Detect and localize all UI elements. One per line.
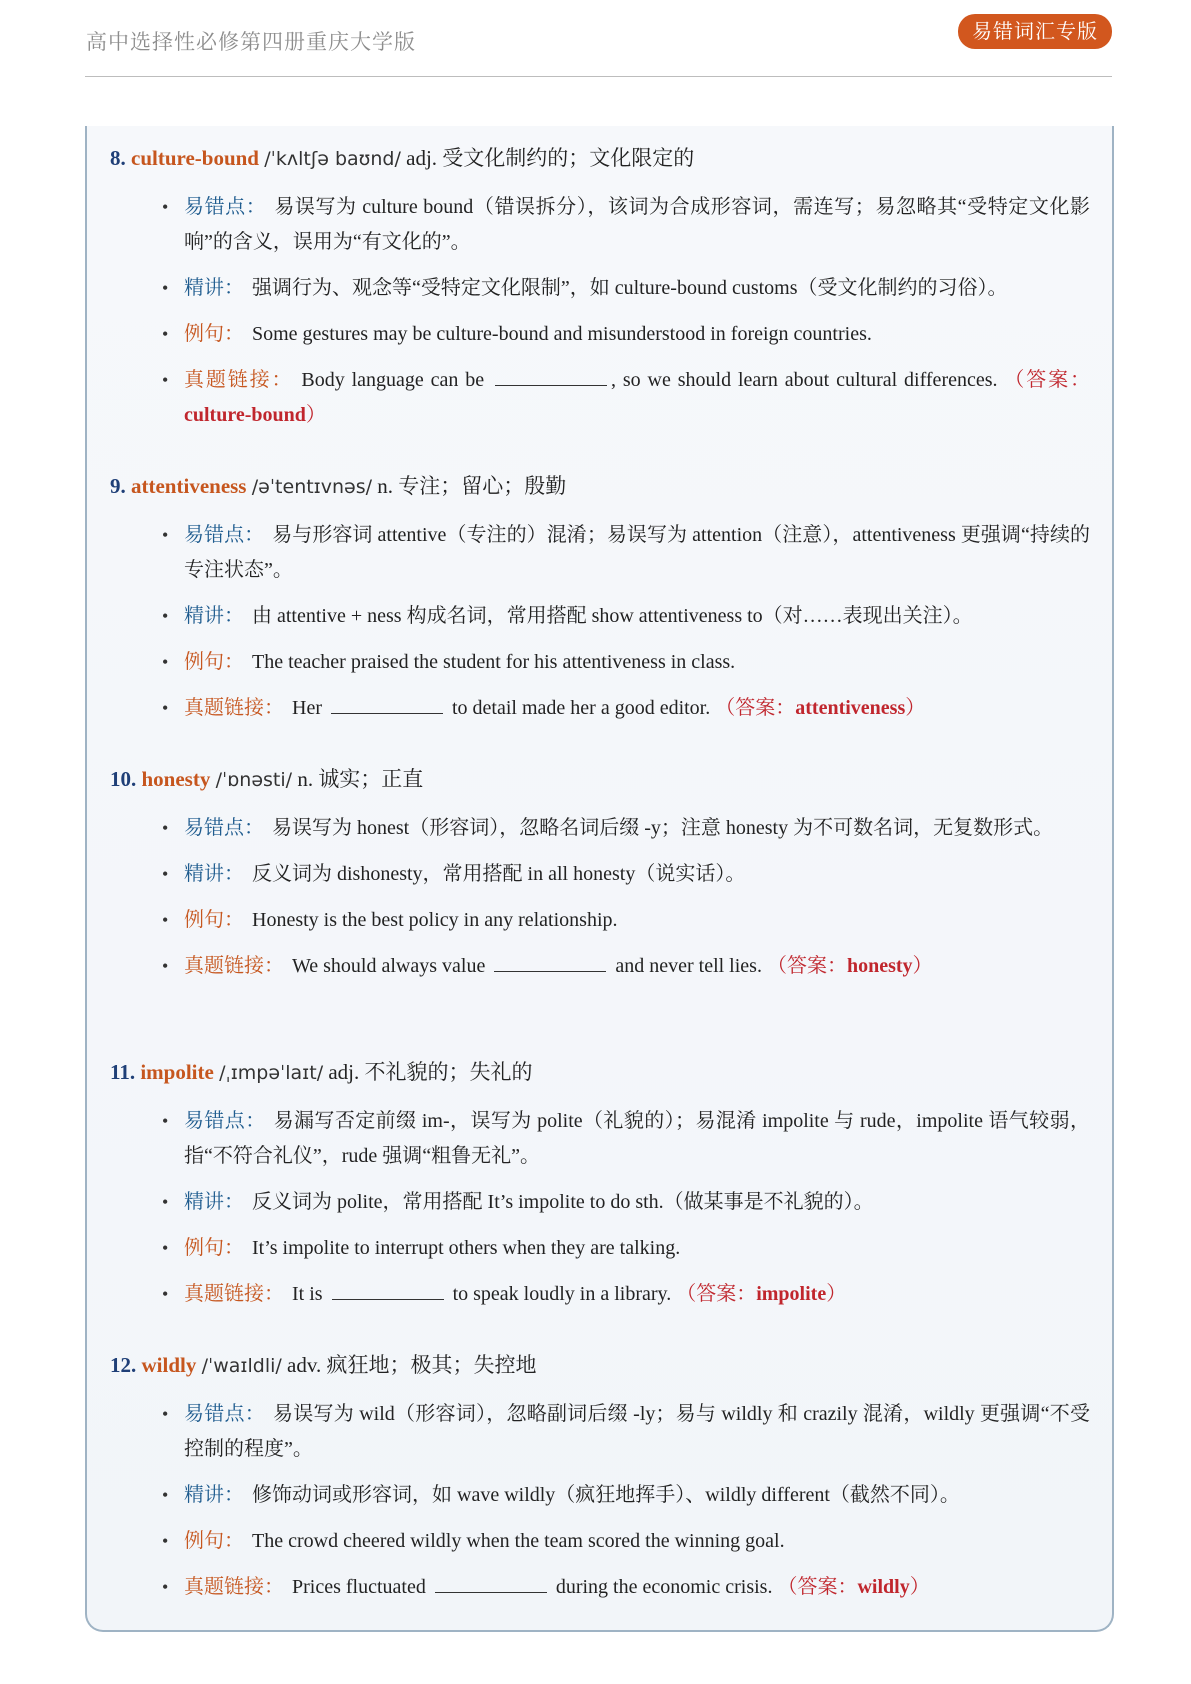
example-text: Honesty is the best policy in any relationship. bbox=[252, 909, 618, 931]
vocab-entry bbox=[110, 1349, 1090, 1616]
bullet-icon: • bbox=[162, 864, 169, 884]
mistake-point bbox=[110, 811, 1090, 846]
explain-label: 精讲： bbox=[184, 277, 244, 299]
example-sentence bbox=[110, 1524, 1090, 1559]
exam-link bbox=[110, 1570, 1090, 1605]
explain-text: 反义词为 polite，常用搭配 It’s impolite to do sth.（做某事是不礼貌的）。 bbox=[252, 1191, 874, 1213]
example-sentence bbox=[110, 645, 1090, 680]
bullet-icon: • bbox=[162, 698, 169, 718]
entry-word: wildly bbox=[141, 1353, 197, 1377]
bullet-icon: • bbox=[162, 1404, 169, 1424]
exam-link bbox=[110, 949, 1090, 984]
entry-heading bbox=[110, 142, 1090, 175]
entry-phonetic: /ˈwaɪldli/ bbox=[201, 1355, 282, 1377]
explain-text: 反义词为 dishonesty，常用搭配 in all honesty（说实话）。 bbox=[252, 863, 746, 885]
mistake-text: 易漏写否定前缀 im-，误写为 polite（礼貌的）；易混淆 impolite 与 rude，impolite 语气较弱，指“不符合礼仪”，rude 强调“粗鲁无礼”。 bbox=[184, 1110, 1090, 1167]
fill-blank bbox=[331, 691, 443, 714]
example-text: The crowd cheered wildly when the team scored the winning goal. bbox=[252, 1530, 785, 1552]
bullet-icon: • bbox=[162, 818, 169, 838]
entry-phonetic: /ˌɪmpəˈlaɪt/ bbox=[219, 1062, 324, 1084]
bullet-icon: • bbox=[162, 652, 169, 672]
exam-label: 真题链接： bbox=[184, 369, 294, 391]
exam-text-after: to speak loudly in a library. bbox=[452, 1283, 672, 1305]
bullet-icon: • bbox=[162, 606, 169, 626]
example-label: 例句： bbox=[184, 1530, 244, 1552]
bullet-icon: • bbox=[162, 1577, 169, 1597]
example-label: 例句： bbox=[184, 651, 244, 673]
entry-word: culture-bound bbox=[131, 146, 259, 170]
example-sentence bbox=[110, 1231, 1090, 1266]
exam-text-before: We should always value bbox=[292, 955, 486, 977]
mistake-label: 易错点： bbox=[184, 1110, 266, 1132]
bullet-icon: • bbox=[162, 910, 169, 930]
example-text: Some gestures may be culture-bound and misunderstood in foreign countries. bbox=[252, 323, 872, 345]
entry-items bbox=[110, 1104, 1090, 1312]
answer: （答案：impolite） bbox=[676, 1283, 847, 1305]
bullet-icon: • bbox=[162, 1284, 169, 1304]
mistake-label: 易错点： bbox=[184, 817, 264, 839]
explain-text: 强调行为、观念等“受特定文化限制”，如 culture-bound customs（受文化制约的习俗）。 bbox=[252, 277, 1008, 299]
exam-text-after: , so we should learn about cultural differences. bbox=[611, 369, 998, 391]
exam-label: 真题链接： bbox=[184, 1576, 284, 1598]
exam-text-after: to detail made her a good editor. bbox=[451, 697, 711, 719]
entry-number: 8. bbox=[110, 146, 126, 170]
entry-definition: adv. 疯狂地；极其；失控地 bbox=[287, 1353, 537, 1377]
exam-text-before: Prices fluctuated bbox=[292, 1576, 426, 1598]
bullet-icon: • bbox=[162, 1238, 169, 1258]
mistake-point bbox=[110, 190, 1090, 260]
entry-items bbox=[110, 1397, 1090, 1605]
exam-link bbox=[110, 363, 1090, 433]
exam-label: 真题链接： bbox=[184, 1283, 284, 1305]
entry-heading bbox=[110, 1056, 1090, 1089]
exam-text-before: It is bbox=[292, 1283, 323, 1305]
mistake-text: 易误写为 honest（形容词），忽略名词后缀 -y；注意 honesty 为不可数名词，无复数形式。 bbox=[272, 817, 1054, 839]
entry-items bbox=[110, 518, 1090, 726]
answer-word: attentiveness bbox=[795, 697, 906, 719]
answer: （答案：wildly） bbox=[777, 1576, 930, 1598]
mistake-text: 易误写为 culture bound（错误拆分），该词为合成形容词，需连写；易忽略其“受特定文化影响”的含义，误用为“有文化的”。 bbox=[184, 196, 1091, 253]
bullet-icon: • bbox=[162, 197, 169, 217]
explanation bbox=[110, 599, 1090, 634]
vocab-entry bbox=[110, 1056, 1090, 1323]
bullet-icon: • bbox=[162, 1192, 169, 1212]
example-text: It’s impolite to interrupt others when they are talking. bbox=[252, 1237, 681, 1259]
exam-text-before: Body language can be bbox=[301, 369, 485, 391]
bullet-icon: • bbox=[162, 324, 169, 344]
mistake-point bbox=[110, 1104, 1090, 1174]
exam-link bbox=[110, 691, 1090, 726]
vocab-entry bbox=[110, 763, 1090, 995]
bullet-icon: • bbox=[162, 1111, 169, 1131]
mistake-text: 易误写为 wild（形容词），忽略副词后缀 -ly；易与 wildly 和 crazily 混淆，wildly 更强调“不受控制的程度”。 bbox=[184, 1403, 1091, 1460]
entry-phonetic: /ˈkʌltʃə baʊnd/ bbox=[264, 148, 401, 170]
answer: （答案：attentiveness） bbox=[715, 697, 926, 719]
entry-number: 11. bbox=[110, 1060, 136, 1084]
answer: （答案：culture-bound） bbox=[184, 369, 1091, 426]
fill-blank bbox=[332, 1277, 444, 1300]
explain-label: 精讲： bbox=[184, 1484, 244, 1506]
entry-word: impolite bbox=[140, 1060, 214, 1084]
fill-blank bbox=[495, 363, 607, 386]
entry-number: 9. bbox=[110, 474, 126, 498]
answer-word: culture-bound bbox=[184, 404, 306, 426]
entry-definition: adj. 不礼貌的；失礼的 bbox=[328, 1060, 533, 1084]
explain-label: 精讲： bbox=[184, 863, 244, 885]
explain-text: 由 attentive + ness 构成名词，常用搭配 show attentiveness to（对……表现出关注）。 bbox=[252, 605, 973, 627]
mistake-text: 易与形容词 attentive（专注的）混淆；易误写为 attention（注意），attentiveness 更强调“持续的专注状态”。 bbox=[184, 524, 1091, 581]
bullet-icon: • bbox=[162, 525, 169, 545]
mistake-label: 易错点： bbox=[184, 196, 267, 218]
answer-word: wildly bbox=[857, 1576, 910, 1598]
example-sentence bbox=[110, 317, 1090, 352]
answer: （答案：honesty） bbox=[766, 955, 933, 977]
entry-heading bbox=[110, 470, 1090, 503]
entry-heading bbox=[110, 1349, 1090, 1382]
mistake-label: 易错点： bbox=[184, 524, 265, 546]
explanation bbox=[110, 271, 1090, 306]
exam-text-before: Her bbox=[292, 697, 322, 719]
fill-blank bbox=[494, 949, 606, 972]
example-sentence bbox=[110, 903, 1090, 938]
explain-label: 精讲： bbox=[184, 1191, 244, 1213]
header-badge: 易错词汇专版 bbox=[958, 14, 1112, 49]
entry-items bbox=[110, 811, 1090, 984]
explanation bbox=[110, 1478, 1090, 1513]
explanation bbox=[110, 857, 1090, 892]
answer-word: impolite bbox=[756, 1283, 827, 1305]
example-text: The teacher praised the student for his attentiveness in class. bbox=[252, 651, 736, 673]
exam-label: 真题链接： bbox=[184, 697, 284, 719]
bullet-icon: • bbox=[162, 1485, 169, 1505]
page-header bbox=[85, 0, 1112, 77]
vocab-entry bbox=[110, 142, 1090, 444]
entry-definition: n. 诚实；正直 bbox=[297, 767, 424, 791]
entry-definition: n. 专注；留心；殷勤 bbox=[377, 474, 567, 498]
entry-phonetic: /əˈtentɪvnəs/ bbox=[251, 476, 373, 498]
entry-word: honesty bbox=[141, 767, 211, 791]
entry-phonetic: /ˈɒnəsti/ bbox=[215, 769, 293, 791]
exam-label: 真题链接： bbox=[184, 955, 284, 977]
entry-definition: adj. 受文化制约的；文化限定的 bbox=[406, 146, 695, 170]
exam-link bbox=[110, 1277, 1090, 1312]
entry-items bbox=[110, 190, 1090, 433]
mistake-label: 易错点： bbox=[184, 1403, 265, 1425]
entry-number: 10. bbox=[110, 767, 137, 791]
entry-word: attentiveness bbox=[131, 474, 247, 498]
entry-heading bbox=[110, 763, 1090, 796]
explanation bbox=[110, 1185, 1090, 1220]
exam-text-after: during the economic crisis. bbox=[555, 1576, 773, 1598]
exam-text-after: and never tell lies. bbox=[615, 955, 762, 977]
example-label: 例句： bbox=[184, 1237, 244, 1259]
header-title: 高中选择性必修第四册重庆大学版 bbox=[86, 30, 416, 54]
vocab-entry bbox=[110, 470, 1090, 737]
explain-text: 修饰动词或形容词，如 wave wildly（疯狂地挥手）、wildly different（截然不同）。 bbox=[252, 1484, 960, 1506]
example-label: 例句： bbox=[184, 323, 244, 345]
bullet-icon: • bbox=[162, 278, 169, 298]
entry-number: 12. bbox=[110, 1353, 137, 1377]
bullet-icon: • bbox=[162, 1531, 169, 1551]
mistake-point bbox=[110, 1397, 1090, 1467]
fill-blank bbox=[435, 1570, 547, 1593]
answer-word: honesty bbox=[846, 955, 913, 977]
bullet-icon: • bbox=[162, 370, 169, 390]
bullet-icon: • bbox=[162, 956, 169, 976]
example-label: 例句： bbox=[184, 909, 244, 931]
explain-label: 精讲： bbox=[184, 605, 244, 627]
mistake-point bbox=[110, 518, 1090, 588]
